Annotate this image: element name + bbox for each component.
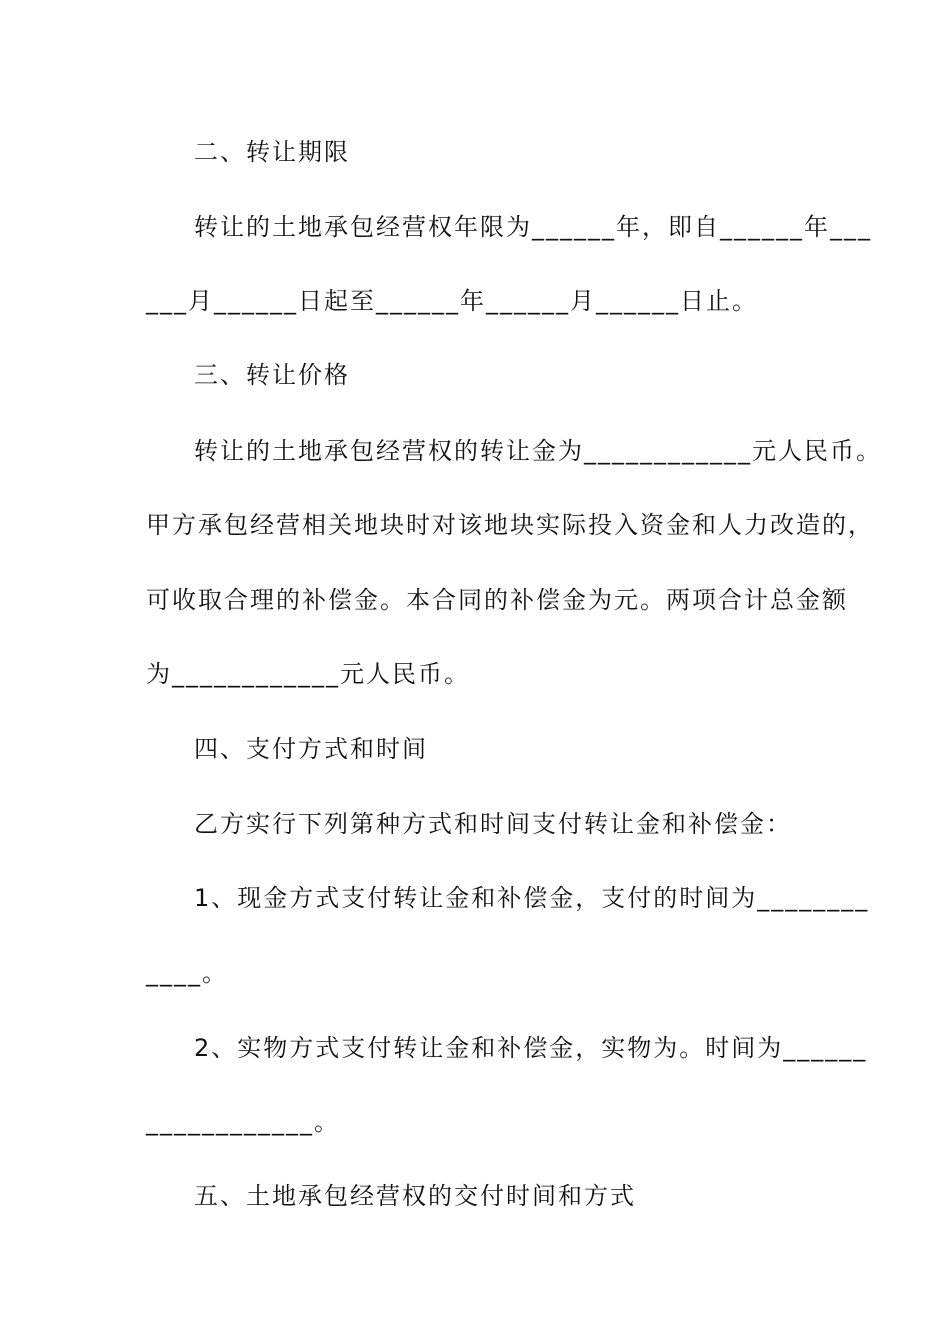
- paragraph-line: ___月______日起至______年______月______日止。: [146, 287, 758, 315]
- list-item-cash-payment: 1、现金方式支付转让金和补偿金，支付的时间为________: [194, 884, 870, 912]
- paragraph-line: 可收取合理的补偿金。本合同的补偿金为元。两项合计总金额: [146, 586, 848, 614]
- section-heading-payment: 四、支付方式和时间: [194, 735, 428, 763]
- section-heading-delivery: 五、土地承包经营权的交付时间和方式: [194, 1182, 636, 1210]
- paragraph-line: ____。: [146, 959, 228, 987]
- section-heading-transfer-term: 二、转让期限: [194, 138, 350, 166]
- paragraph-line: 乙方实行下列第种方式和时间支付转让金和补偿金：: [194, 810, 792, 838]
- paragraph-line: 为____________元人民币。: [146, 660, 470, 688]
- paragraph-line: 甲方承包经营相关地块时对该地块实际投入资金和人力改造的，: [146, 511, 874, 539]
- paragraph-line: 转让的土地承包经营权年限为______年，即自______年___: [194, 213, 872, 241]
- paragraph-line: 转让的土地承包经营权的转让金为____________元人民币。: [194, 437, 882, 465]
- section-heading-transfer-price: 三、转让价格: [194, 361, 350, 389]
- list-item-in-kind-payment: 2、实物方式支付转让金和补偿金，实物为。时间为______: [194, 1034, 868, 1062]
- paragraph-line: ____________。: [146, 1108, 340, 1136]
